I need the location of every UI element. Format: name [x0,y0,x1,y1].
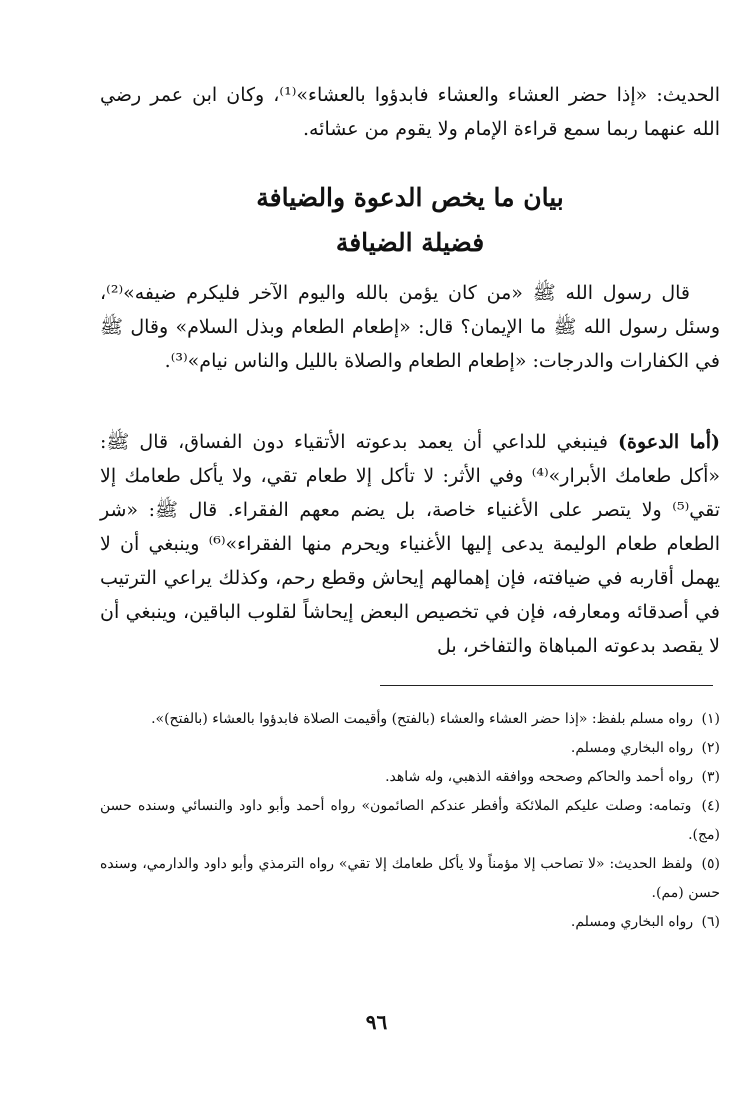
footnote-text: رواه البخاري ومسلم. [570,740,694,756]
footnote-number: (٦) [701,914,720,930]
footnote-number: (٤) [701,798,720,814]
footnote-item [100,763,720,792]
footnote-text: رواه مسلم بلفظ: «إذا حضر العشاء والعشاء (بالفتح) وأقيمت الصلاة فابدؤوا بالعشاء (بالفتح)». [151,711,694,727]
footnote-number: (١) [701,711,720,727]
subsection-title: فضيلة الضيافة [335,228,485,257]
footnote-text: رواه البخاري ومسلم. [570,914,694,930]
section-title: بيان ما يخص الدعوة والضيافة [256,183,564,212]
footnote-item [100,705,720,734]
footnote-number: (٣) [701,769,720,785]
intro-paragraph: الحديث: «إذا حضر العشاء والعشاء فابدؤوا بالعشاء»⁽¹⁾، وكان ابن عمر رضي الله عنهما ربما سمع قراءة الإمام ولا يقوم من عشائه. [100,84,720,140]
body-paragraph-hospitality: قال رسول الله ﷺ «من كان يؤمن بالله واليوم الآخر فليكرم ضيفه»⁽²⁾، وسئل رسول الله ﷺ ما الإيمان؟ قال: «إطعام الطعام وبذل السلام» وقال ﷺ في الكفارات والدرجات: «إطعام الطعام والصلاة بالليل والناس نيام»⁽³⁾. [100,282,720,372]
body-paragraph-invitation [100,425,720,663]
footnote-text: وتمامه: وصلت عليكم الملائكة وأفطر عندكم الصائمون» رواه أحمد وأبو داود والنسائي وسنده حسن (مج). [100,798,720,843]
footnote-text: رواه أحمد والحاكم وصححه ووافقه الذهبي، وله شاهد. [385,769,694,785]
footnote-number: (٢) [701,740,720,756]
footnote-item [100,850,720,908]
footnote-item [100,792,720,850]
paragraph-text: فينبغي للداعي أن يعمد بدعوته الأتقياء دون الفساق، قال ﷺ: «أكل طعامك الأبرار»⁽⁴⁾ وفي الأثر: لا تأكل إلا طعام تقي، ولا يأكل طعامك إلا تقي⁽⁵⁾ ولا يتصر على الأغنياء خاصة، بل يضم معهم الفقراء. قال ﷺ: «شر الطعام طعام الوليمة يدعى إليها الأغنياء ويحرم منها الفقراء»⁽⁶⁾ وينبغي أن لا يهمل أقاربه في ضيافته، فإن إهمالهم إيحاش وقطع رحم، وكذلك يراعي الترتيب في أصدقائه ومعارفه، فإن في تخصيص البعض إيحاشاً لقلوب الباقين، وينبغي أن لا يقصد بدعوته المباهاة والتفاخر، بل [100,431,720,657]
paragraph-lead: (أما الدعوة) [618,431,720,453]
footnotes-list [100,705,720,937]
footnote-number: (٥) [701,856,720,872]
footnote-divider [380,685,713,686]
page-number: ٩٦ [365,1010,388,1034]
footnote-item [100,908,720,937]
footnote-text: ولفظ الحديث: «لا تصاحب إلا مؤمناً ولا يأكل طعامك إلا تقي» رواه الترمذي وأبو داود والدارمي، وسنده حسن (مم). [100,856,720,901]
footnote-item [100,734,720,763]
